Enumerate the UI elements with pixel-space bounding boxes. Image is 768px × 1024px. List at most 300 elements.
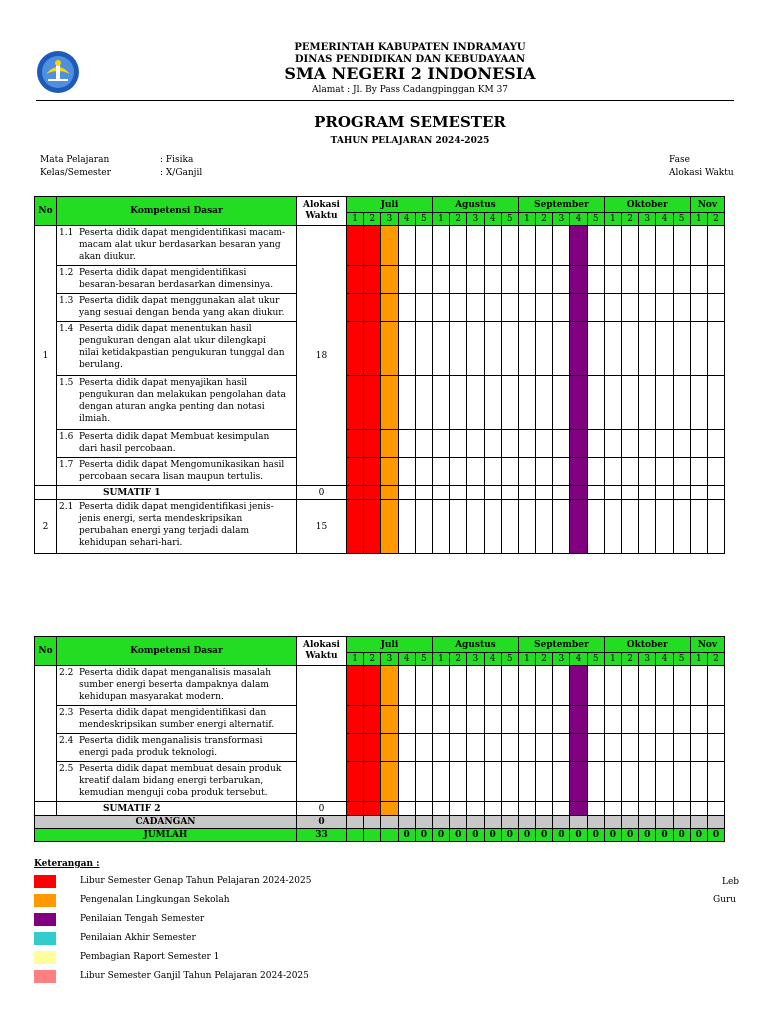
- week-cell: [707, 802, 724, 816]
- week-cell: [467, 486, 484, 500]
- week-header: 2: [622, 653, 639, 666]
- week-cell: [501, 500, 518, 554]
- week-cell: [501, 294, 518, 322]
- week-cell: [707, 458, 724, 486]
- kd-number: 1.6: [59, 432, 74, 442]
- kd-cell: [57, 430, 297, 458]
- week-cell: [432, 486, 449, 500]
- week-cell: [467, 816, 484, 829]
- week-cell: [690, 322, 707, 376]
- week-cell: [639, 322, 656, 376]
- week-cell: [570, 762, 587, 802]
- kd-cell: [57, 226, 297, 266]
- jumlah-week: [347, 829, 364, 842]
- jumlah-week: 0: [707, 829, 724, 842]
- week-cell: [673, 762, 690, 802]
- week-cell: [707, 322, 724, 376]
- week-header: 2: [622, 213, 639, 226]
- week-cell: [347, 294, 364, 322]
- legend-swatch: [34, 875, 56, 888]
- week-cell: [467, 734, 484, 762]
- kd-text: Peserta didik dapat menyajikan hasil pengukuran dan melakukan pengolahan data dengan aturan angka penting dan notasi ilmiah.: [79, 378, 286, 424]
- week-cell: [673, 266, 690, 294]
- week-cell: [467, 294, 484, 322]
- week-cell: [707, 734, 724, 762]
- week-cell: [570, 666, 587, 706]
- week-cell: [553, 816, 570, 829]
- jumlah-week: 0: [518, 829, 535, 842]
- week-cell: [398, 266, 415, 294]
- week-cell: [656, 500, 673, 554]
- week-cell: [450, 430, 467, 458]
- week-cell: [432, 266, 449, 294]
- week-cell: [364, 802, 381, 816]
- week-cell: [690, 226, 707, 266]
- week-cell: [484, 500, 501, 554]
- week-cell: [587, 706, 604, 734]
- week-cell: [381, 486, 398, 500]
- week-header: 4: [398, 653, 415, 666]
- week-cell: [604, 430, 621, 458]
- week-cell: [501, 762, 518, 802]
- jumlah-value: 33: [297, 829, 347, 842]
- week-cell: [432, 226, 449, 266]
- week-cell: [364, 458, 381, 486]
- week-cell: [553, 734, 570, 762]
- week-cell: [673, 500, 690, 554]
- week-cell: [604, 266, 621, 294]
- week-cell: [553, 376, 570, 430]
- week-cell: [398, 666, 415, 706]
- kd-cell: [57, 734, 297, 762]
- week-cell: [656, 458, 673, 486]
- week-cell: [639, 734, 656, 762]
- week-cell: [707, 816, 724, 829]
- week-cell: [553, 458, 570, 486]
- jumlah-label: JUMLAH: [35, 829, 297, 842]
- week-cell: [450, 322, 467, 376]
- jumlah-week: 0: [467, 829, 484, 842]
- week-cell: [467, 500, 484, 554]
- cadangan-value: 0: [297, 816, 347, 829]
- week-cell: [415, 762, 432, 802]
- week-cell: [570, 706, 587, 734]
- month-header: September: [518, 637, 604, 653]
- week-cell: [587, 322, 604, 376]
- week-cell: [587, 226, 604, 266]
- jumlah-week: 0: [604, 829, 621, 842]
- week-cell: [656, 666, 673, 706]
- week-cell: [587, 486, 604, 500]
- week-cell: [690, 734, 707, 762]
- legend-title: Keterangan :: [34, 859, 100, 869]
- week-header: 2: [450, 653, 467, 666]
- jumlah-week: 0: [570, 829, 587, 842]
- week-cell: [690, 430, 707, 458]
- week-cell: [381, 266, 398, 294]
- week-cell: [501, 486, 518, 500]
- jumlah-week: 0: [432, 829, 449, 842]
- jumlah-week: 0: [536, 829, 553, 842]
- week-cell: [347, 500, 364, 554]
- week-header: 1: [518, 653, 535, 666]
- week-header: 3: [381, 213, 398, 226]
- week-cell: [604, 734, 621, 762]
- week-cell: [553, 486, 570, 500]
- dept-line: DINAS PENDIDIKAN DAN KEBUDAYAAN: [294, 54, 526, 65]
- week-cell: [604, 816, 621, 829]
- week-cell: [484, 706, 501, 734]
- jumlah-row: [35, 829, 725, 842]
- week-cell: [347, 376, 364, 430]
- week-cell: [673, 294, 690, 322]
- week-cell: [690, 802, 707, 816]
- week-cell: [398, 322, 415, 376]
- week-cell: [553, 266, 570, 294]
- table-row: [35, 226, 725, 266]
- week-cell: [364, 500, 381, 554]
- week-cell: [518, 294, 535, 322]
- jumlah-week: [381, 829, 398, 842]
- week-cell: [347, 486, 364, 500]
- week-cell: [604, 376, 621, 430]
- week-cell: [536, 500, 553, 554]
- week-header: 2: [536, 653, 553, 666]
- kd-cell: [57, 458, 297, 486]
- week-cell: [381, 322, 398, 376]
- week-cell: [536, 294, 553, 322]
- week-cell: [536, 430, 553, 458]
- week-cell: [570, 802, 587, 816]
- table-row: [35, 500, 725, 554]
- kd-number: 1.7: [59, 460, 74, 470]
- week-cell: [622, 226, 639, 266]
- week-cell: [553, 294, 570, 322]
- week-cell: [553, 762, 570, 802]
- week-cell: [518, 816, 535, 829]
- week-cell: [381, 376, 398, 430]
- week-cell: [415, 816, 432, 829]
- week-cell: [484, 762, 501, 802]
- week-cell: [518, 734, 535, 762]
- week-header: 3: [639, 213, 656, 226]
- week-cell: [707, 486, 724, 500]
- week-cell: [690, 816, 707, 829]
- week-cell: [347, 266, 364, 294]
- sumatif-label: SUMATIF 2: [57, 802, 297, 816]
- week-cell: [432, 706, 449, 734]
- week-cell: [432, 376, 449, 430]
- table-row: [35, 762, 725, 802]
- week-cell: [432, 734, 449, 762]
- week-header: 3: [639, 653, 656, 666]
- week-cell: [673, 430, 690, 458]
- week-cell: [381, 666, 398, 706]
- week-header: 4: [656, 213, 673, 226]
- page-title: PROGRAM SEMESTER: [314, 113, 506, 131]
- kd-number: 2.4: [59, 736, 74, 746]
- week-cell: [364, 266, 381, 294]
- week-cell: [432, 430, 449, 458]
- week-cell: [381, 734, 398, 762]
- week-header: 4: [656, 653, 673, 666]
- week-cell: [622, 294, 639, 322]
- week-header: 4: [484, 213, 501, 226]
- week-cell: [639, 706, 656, 734]
- jumlah-week: 0: [673, 829, 690, 842]
- week-cell: [450, 706, 467, 734]
- school-logo-icon: [36, 50, 80, 94]
- week-cell: [381, 294, 398, 322]
- week-cell: [518, 322, 535, 376]
- jumlah-week: 0: [690, 829, 707, 842]
- kd-text: Peserta didik menganalisis transformasi energi pada produk teknologi.: [79, 736, 263, 758]
- week-cell: [656, 294, 673, 322]
- week-cell: [501, 706, 518, 734]
- week-cell: [622, 376, 639, 430]
- week-cell: [398, 294, 415, 322]
- week-cell: [604, 706, 621, 734]
- week-cell: [690, 486, 707, 500]
- kd-text: Peserta didik dapat Mengomunikasikan hasil percobaan secara lisan maupun tertulis.: [79, 460, 285, 482]
- week-cell: [450, 458, 467, 486]
- week-cell: [622, 500, 639, 554]
- week-cell: [639, 816, 656, 829]
- fase-label: Fase: [669, 155, 690, 165]
- jumlah-week: 0: [415, 829, 432, 842]
- kelas-value: : X/Ganjil: [160, 168, 203, 178]
- week-cell: [347, 458, 364, 486]
- header-divider: [36, 100, 734, 101]
- week-cell: [415, 666, 432, 706]
- kd-text: Peserta didik dapat menganalisis masalah sumber energi beserta dampaknya dalam kehidupan masyarakat modern.: [79, 668, 271, 702]
- week-cell: [622, 802, 639, 816]
- week-cell: [622, 322, 639, 376]
- week-cell: [622, 666, 639, 706]
- week-cell: [364, 486, 381, 500]
- sumatif-value: 0: [297, 486, 347, 500]
- week-cell: [450, 734, 467, 762]
- week-cell: [587, 458, 604, 486]
- week-cell: [364, 226, 381, 266]
- week-header: 2: [364, 653, 381, 666]
- group-no: [35, 666, 57, 802]
- week-cell: [415, 376, 432, 430]
- week-cell: [381, 762, 398, 802]
- signature-line-2: Guru: [713, 895, 737, 905]
- cadangan-row: [35, 816, 725, 829]
- week-header: 4: [398, 213, 415, 226]
- jumlah-week: 0: [622, 829, 639, 842]
- week-cell: [536, 816, 553, 829]
- week-cell: [415, 266, 432, 294]
- week-header: 5: [673, 653, 690, 666]
- week-cell: [639, 762, 656, 802]
- week-header: 1: [690, 653, 707, 666]
- week-cell: [518, 430, 535, 458]
- week-cell: [673, 666, 690, 706]
- kd-number: 1.3: [59, 296, 74, 306]
- week-cell: [398, 430, 415, 458]
- kd-cell: [57, 706, 297, 734]
- sumatif-value: 0: [297, 802, 347, 816]
- week-cell: [604, 294, 621, 322]
- week-cell: [450, 666, 467, 706]
- semester-program-table-2: [34, 636, 725, 842]
- week-cell: [587, 294, 604, 322]
- week-cell: [450, 266, 467, 294]
- week-header: 4: [570, 653, 587, 666]
- table-row: [35, 734, 725, 762]
- week-cell: [570, 734, 587, 762]
- week-cell: [536, 458, 553, 486]
- week-cell: [347, 802, 364, 816]
- week-cell: [484, 486, 501, 500]
- week-cell: [347, 816, 364, 829]
- week-cell: [398, 816, 415, 829]
- week-cell: [707, 500, 724, 554]
- week-cell: [450, 486, 467, 500]
- week-cell: [415, 734, 432, 762]
- week-header: 1: [690, 213, 707, 226]
- week-cell: [656, 816, 673, 829]
- month-header: Agustus: [432, 197, 518, 213]
- week-cell: [364, 430, 381, 458]
- table-row: [35, 706, 725, 734]
- week-cell: [690, 500, 707, 554]
- week-cell: [707, 706, 724, 734]
- week-cell: [398, 762, 415, 802]
- week-header: 1: [518, 213, 535, 226]
- week-cell: [690, 666, 707, 706]
- jumlah-week: [364, 829, 381, 842]
- legend-swatch: [34, 951, 56, 964]
- week-cell: [484, 816, 501, 829]
- week-cell: [690, 458, 707, 486]
- week-cell: [518, 802, 535, 816]
- week-cell: [673, 458, 690, 486]
- week-cell: [553, 706, 570, 734]
- week-header: 3: [467, 653, 484, 666]
- week-cell: [501, 666, 518, 706]
- table-row: [35, 458, 725, 486]
- week-cell: [432, 294, 449, 322]
- week-cell: [450, 500, 467, 554]
- academic-year: TAHUN PELAJARAN 2024-2025: [330, 136, 490, 146]
- week-cell: [639, 430, 656, 458]
- week-cell: [673, 802, 690, 816]
- week-cell: [570, 458, 587, 486]
- week-cell: [570, 376, 587, 430]
- week-header: 4: [570, 213, 587, 226]
- week-header: 5: [501, 213, 518, 226]
- week-cell: [381, 430, 398, 458]
- sumatif-label: SUMATIF 1: [57, 486, 297, 500]
- week-cell: [347, 226, 364, 266]
- week-cell: [604, 322, 621, 376]
- week-cell: [415, 294, 432, 322]
- kd-text: Peserta didik dapat membuat desain produk kreatif dalam bidang energi terbarukan, kemudian menguji coba produk tersebut.: [79, 764, 282, 798]
- week-cell: [604, 226, 621, 266]
- week-cell: [432, 500, 449, 554]
- jumlah-week: 0: [398, 829, 415, 842]
- table-row: [35, 266, 725, 294]
- week-cell: [639, 666, 656, 706]
- col-no-header: No: [35, 197, 57, 226]
- col-alokasi-header: Alokasi Waktu: [297, 637, 347, 666]
- kd-cell: [57, 322, 297, 376]
- week-header: 1: [347, 653, 364, 666]
- week-cell: [398, 734, 415, 762]
- week-cell: [484, 322, 501, 376]
- kd-cell: [57, 762, 297, 802]
- week-cell: [381, 706, 398, 734]
- week-header: 2: [450, 213, 467, 226]
- jumlah-week: 0: [656, 829, 673, 842]
- jumlah-week: 0: [553, 829, 570, 842]
- col-no-header: No: [35, 637, 57, 666]
- week-cell: [432, 802, 449, 816]
- week-cell: [347, 666, 364, 706]
- jumlah-week: 0: [484, 829, 501, 842]
- week-cell: [364, 816, 381, 829]
- week-header: 1: [604, 653, 621, 666]
- week-cell: [587, 376, 604, 430]
- week-cell: [381, 500, 398, 554]
- kd-cell: [57, 266, 297, 294]
- kd-cell: [57, 294, 297, 322]
- week-cell: [587, 430, 604, 458]
- month-header: Nov: [690, 637, 724, 653]
- week-cell: [639, 802, 656, 816]
- week-cell: [467, 706, 484, 734]
- week-cell: [450, 226, 467, 266]
- week-cell: [484, 802, 501, 816]
- week-cell: [536, 486, 553, 500]
- week-header: 4: [484, 653, 501, 666]
- week-cell: [518, 226, 535, 266]
- week-cell: [656, 376, 673, 430]
- week-cell: [484, 430, 501, 458]
- week-cell: [707, 294, 724, 322]
- week-cell: [656, 706, 673, 734]
- kd-text: Peserta didik dapat Membuat kesimpulan dari hasil percobaan.: [79, 432, 270, 454]
- week-cell: [622, 458, 639, 486]
- week-cell: [570, 816, 587, 829]
- week-cell: [707, 376, 724, 430]
- week-cell: [381, 458, 398, 486]
- week-cell: [707, 226, 724, 266]
- week-cell: [587, 734, 604, 762]
- week-cell: [570, 294, 587, 322]
- kd-number: 2.3: [59, 708, 74, 718]
- week-cell: [364, 322, 381, 376]
- legend-label: Pengenalan Lingkungan Sekolah: [80, 895, 230, 905]
- week-cell: [570, 266, 587, 294]
- week-cell: [553, 666, 570, 706]
- kd-number: 2.5: [59, 764, 74, 774]
- jumlah-week: 0: [639, 829, 656, 842]
- week-cell: [364, 706, 381, 734]
- week-cell: [398, 500, 415, 554]
- table-row: [35, 802, 725, 816]
- week-cell: [536, 322, 553, 376]
- week-cell: [398, 376, 415, 430]
- week-cell: [398, 802, 415, 816]
- col-kd-header: Kompetensi Dasar: [57, 197, 297, 226]
- kd-text: Peserta didik dapat menggunakan alat ukur yang sesuai dengan benda yang akan diukur.: [79, 296, 285, 318]
- week-cell: [673, 226, 690, 266]
